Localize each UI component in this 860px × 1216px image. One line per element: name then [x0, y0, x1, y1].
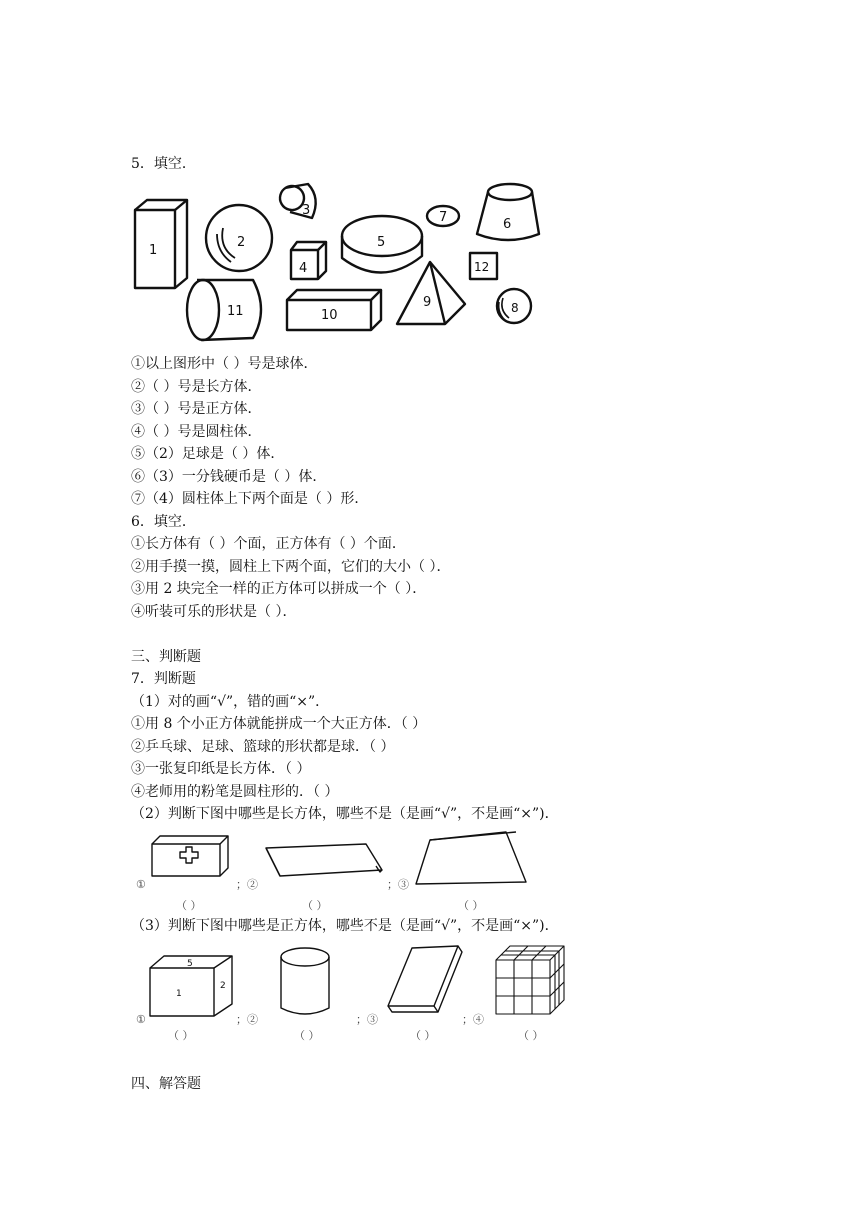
q7-part3-mark-4: ；④ [462, 1013, 484, 1026]
q5-shapes-figure [125, 178, 545, 346]
q7-part3-blank-3[interactable]: （ ） [410, 1029, 436, 1042]
shape-3-small-cylinder [276, 182, 316, 218]
medical-box-figure [152, 836, 228, 876]
q7-part3-blank-4[interactable]: （ ） [518, 1029, 544, 1042]
shape-label-7: 7 [439, 210, 448, 225]
shape-label-10: 10 [321, 308, 338, 323]
shape-label-8: 8 [511, 301, 519, 315]
q7-part3-figures [130, 940, 580, 1022]
q7-part2-figures [130, 826, 540, 886]
q7-part2-blank-1[interactable]: （ ） [176, 899, 202, 912]
shape-label-12: 12 [474, 260, 490, 274]
cube-face-label-front: 1 [176, 989, 182, 999]
shape-label-1: 1 [149, 243, 158, 258]
q5-item-1: ①以上图形中（ ）号是球体． [131, 356, 318, 372]
q5-item-3: ③（ ）号是正方体． [131, 401, 262, 417]
shape-label-11: 11 [227, 304, 244, 319]
q7-part3-mark-2: ；② [236, 1013, 258, 1026]
q7-part3-blank-1[interactable]: （ ） [168, 1029, 194, 1042]
q7-item-4: ④老师用的粉笔是圆柱形的．（ ） [131, 784, 339, 800]
q6-item-2: ②用手摸一摸，圆柱上下两个面，它们的大小（ ）． [131, 559, 451, 575]
q5-item-4: ④（ ）号是圆柱体． [131, 424, 262, 440]
shape-label-5: 5 [377, 235, 386, 250]
shape-label-6: 6 [503, 217, 512, 232]
q7-part1: （1）对的画“√”，错的画“×”． [131, 694, 330, 710]
section-3-title: 三、判断题 [131, 649, 201, 665]
q5-item-5: ⑤（2）足球是（ ）体． [131, 446, 285, 462]
shape-2-ball [206, 205, 272, 271]
cylinder-figure [281, 948, 329, 1014]
q5-item-2: ②（ ）号是长方体． [131, 379, 262, 395]
shape-12-square [470, 253, 497, 279]
q7-part2: （2）判断下图中哪些是长方体，哪些不是（是画“√”，不是画“×”)． [131, 806, 559, 822]
q5-item-6: ⑥（3）一分钱硬币是（ ）体． [131, 469, 327, 485]
thin-board-figure [388, 946, 462, 1012]
cube-face-label-top: 5 [187, 959, 193, 969]
slanted-slab-figure [266, 844, 382, 876]
shape-7-ellipse [427, 206, 459, 226]
q7-title: 7．判断题 [131, 671, 196, 687]
shape-9-pyramid [397, 262, 465, 324]
q6-title: 6．填空． [131, 514, 196, 530]
q7-part2-blank-2[interactable]: （ ） [302, 899, 328, 912]
shape-label-2: 2 [237, 235, 246, 250]
q7-item-1: ①用 8 个小正方体就能拼成一个大正方体．（ ） [131, 716, 427, 732]
q5-item-7: ⑦（4）圆柱体上下两个面是（ ）形． [131, 491, 369, 507]
trapezoid-prism-figure [416, 832, 526, 884]
shape-10-long-box [287, 290, 381, 330]
shape-label-9: 9 [423, 295, 432, 310]
q7-part2-mark-3: ；③ [387, 878, 409, 891]
shape-8-small-ball [497, 289, 531, 323]
q7-part3-mark-1: ① [136, 1013, 146, 1026]
q6-item-3: ③用 2 块完全一样的正方体可以拼成一个（ ）． [131, 581, 427, 597]
shape-label-3: 3 [302, 203, 311, 218]
labeled-cube-figure [150, 956, 232, 1016]
q7-part2-mark-2: ；② [236, 878, 258, 891]
shape-1-tall-box [135, 200, 187, 288]
q6-item-1: ①长方体有（ ）个面，正方体有（ ）个面． [131, 536, 406, 552]
q5-title: 5．填空． [131, 156, 196, 172]
shape-4-cube [291, 242, 326, 279]
q7-item-2: ②乒乓球、足球、篮球的形状都是球．（ ） [131, 739, 395, 755]
shape-label-4: 4 [299, 261, 308, 276]
q7-item-3: ③一张复印纸是长方体．（ ） [131, 761, 311, 777]
shape-11-lying-cylinder [187, 280, 261, 340]
q7-part3-blank-2[interactable]: （ ） [294, 1029, 320, 1042]
section-4-title: 四、解答题 [131, 1076, 201, 1092]
q7-part2-blank-3[interactable]: （ ） [458, 899, 484, 912]
rubik-cube-figure [496, 946, 564, 1014]
shape-6-frustum [477, 184, 539, 240]
q7-part3-mark-3: ；③ [356, 1013, 378, 1026]
q6-item-4: ④听装可乐的形状是（ ）． [131, 604, 297, 620]
q7-part2-mark-1: ① [136, 878, 146, 891]
cube-face-label-side: 2 [220, 981, 226, 991]
shape-5-flat-cylinder [342, 216, 422, 273]
q7-part3: （3）判断下图中哪些是正方体，哪些不是（是画“√”，不是画“×”)． [131, 918, 559, 934]
